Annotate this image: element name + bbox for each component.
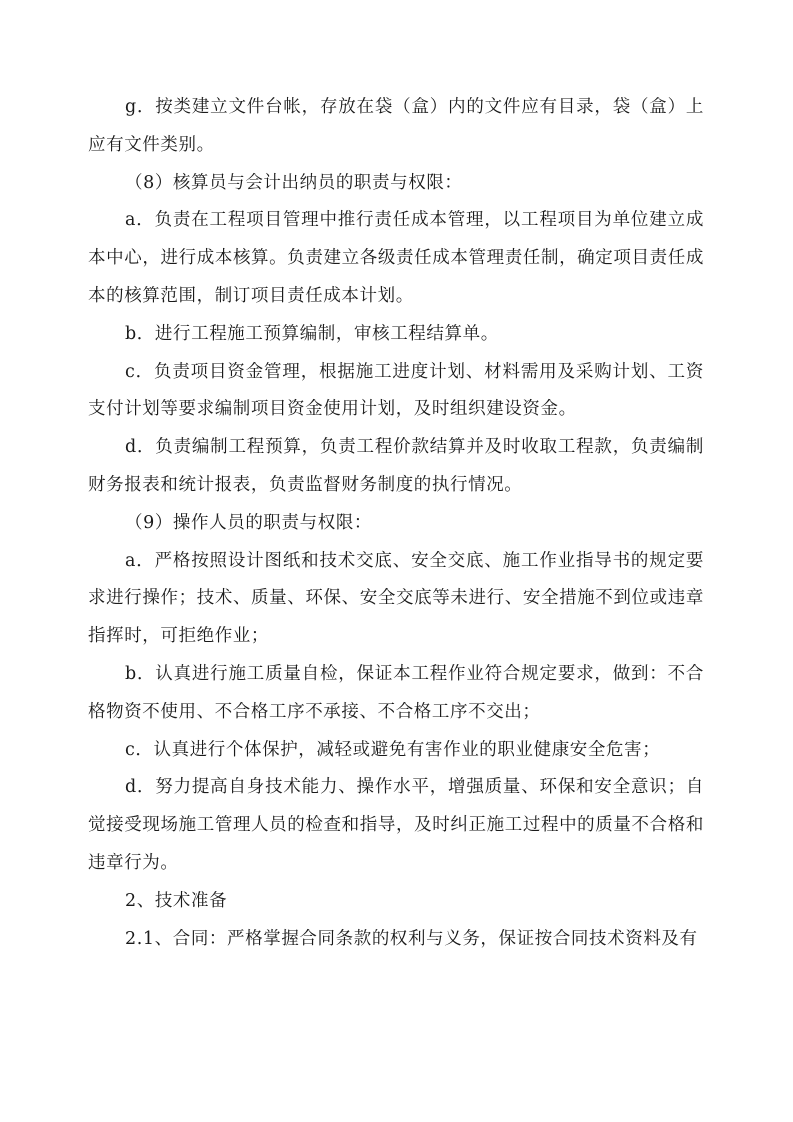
section-2-heading: 2、技术准备 <box>125 890 228 911</box>
paragraph-s9-d: d．努力提高自身技术能力、操作水平，增强质量、环保和安全意识；自觉接受现场施工管理人员的检查和指导，及时纠正施工过程中的质量不合格和违章行为。 <box>88 777 704 873</box>
document-page <box>88 89 704 958</box>
paragraph-s8-d: d．负责编制工程预算，负责工程价款结算并及时收取工程款，负责编制财务报表和统计报表，负责监督财务制度的执行情况。 <box>88 437 704 495</box>
paragraph-s9-b: b．认真进行施工质量自检，保证本工程作业符合规定要求，做到：不合格物资不使用、不合格工序不承接、不合格工序不交出； <box>88 663 704 722</box>
paragraph-g-archive: g．按类建立文件台帐，存放在袋（盒）内的文件应有目录，袋（盒）上应有文件类别。 <box>88 97 704 155</box>
paragraph-s8-a: a．负责在工程项目管理中推行责任成本管理，以工程项目为单位建立成本中心，进行成本核算。负责建立各级责任成本管理责任制，确定项目责任成本的核算范围，制订项目责任成本计划。 <box>88 210 704 306</box>
paragraph-s8-b: b．进行工程施工预算编制，审核工程结算单。 <box>125 323 499 344</box>
paragraph-s2-1: 2.1、合同：严格掌握合同条款的权利与义务，保证按合同技术资料及有 <box>125 928 698 949</box>
paragraph-s8-c: c．负责项目资金管理，根据施工进度计划、材料需用及采购计划、工资支付计划等要求编制项目资金使用计划，及时组织建设资金。 <box>88 361 704 420</box>
section-8-heading: （8）核算员与会计出纳员的职责与权限： <box>125 172 463 193</box>
section-9-heading: （9）操作人员的职责与权限： <box>125 512 373 533</box>
paragraph-s9-c: c．认真进行个体保护，减轻或避免有害作业的职业健康安全危害； <box>125 739 661 760</box>
paragraph-s9-a: a．严格按照设计图纸和技术交底、安全交底、施工作业指导书的规定要求进行操作；技术、质量、环保、安全交底等未进行、安全措施不到位或违章指挥时，可拒绝作业； <box>88 550 704 647</box>
